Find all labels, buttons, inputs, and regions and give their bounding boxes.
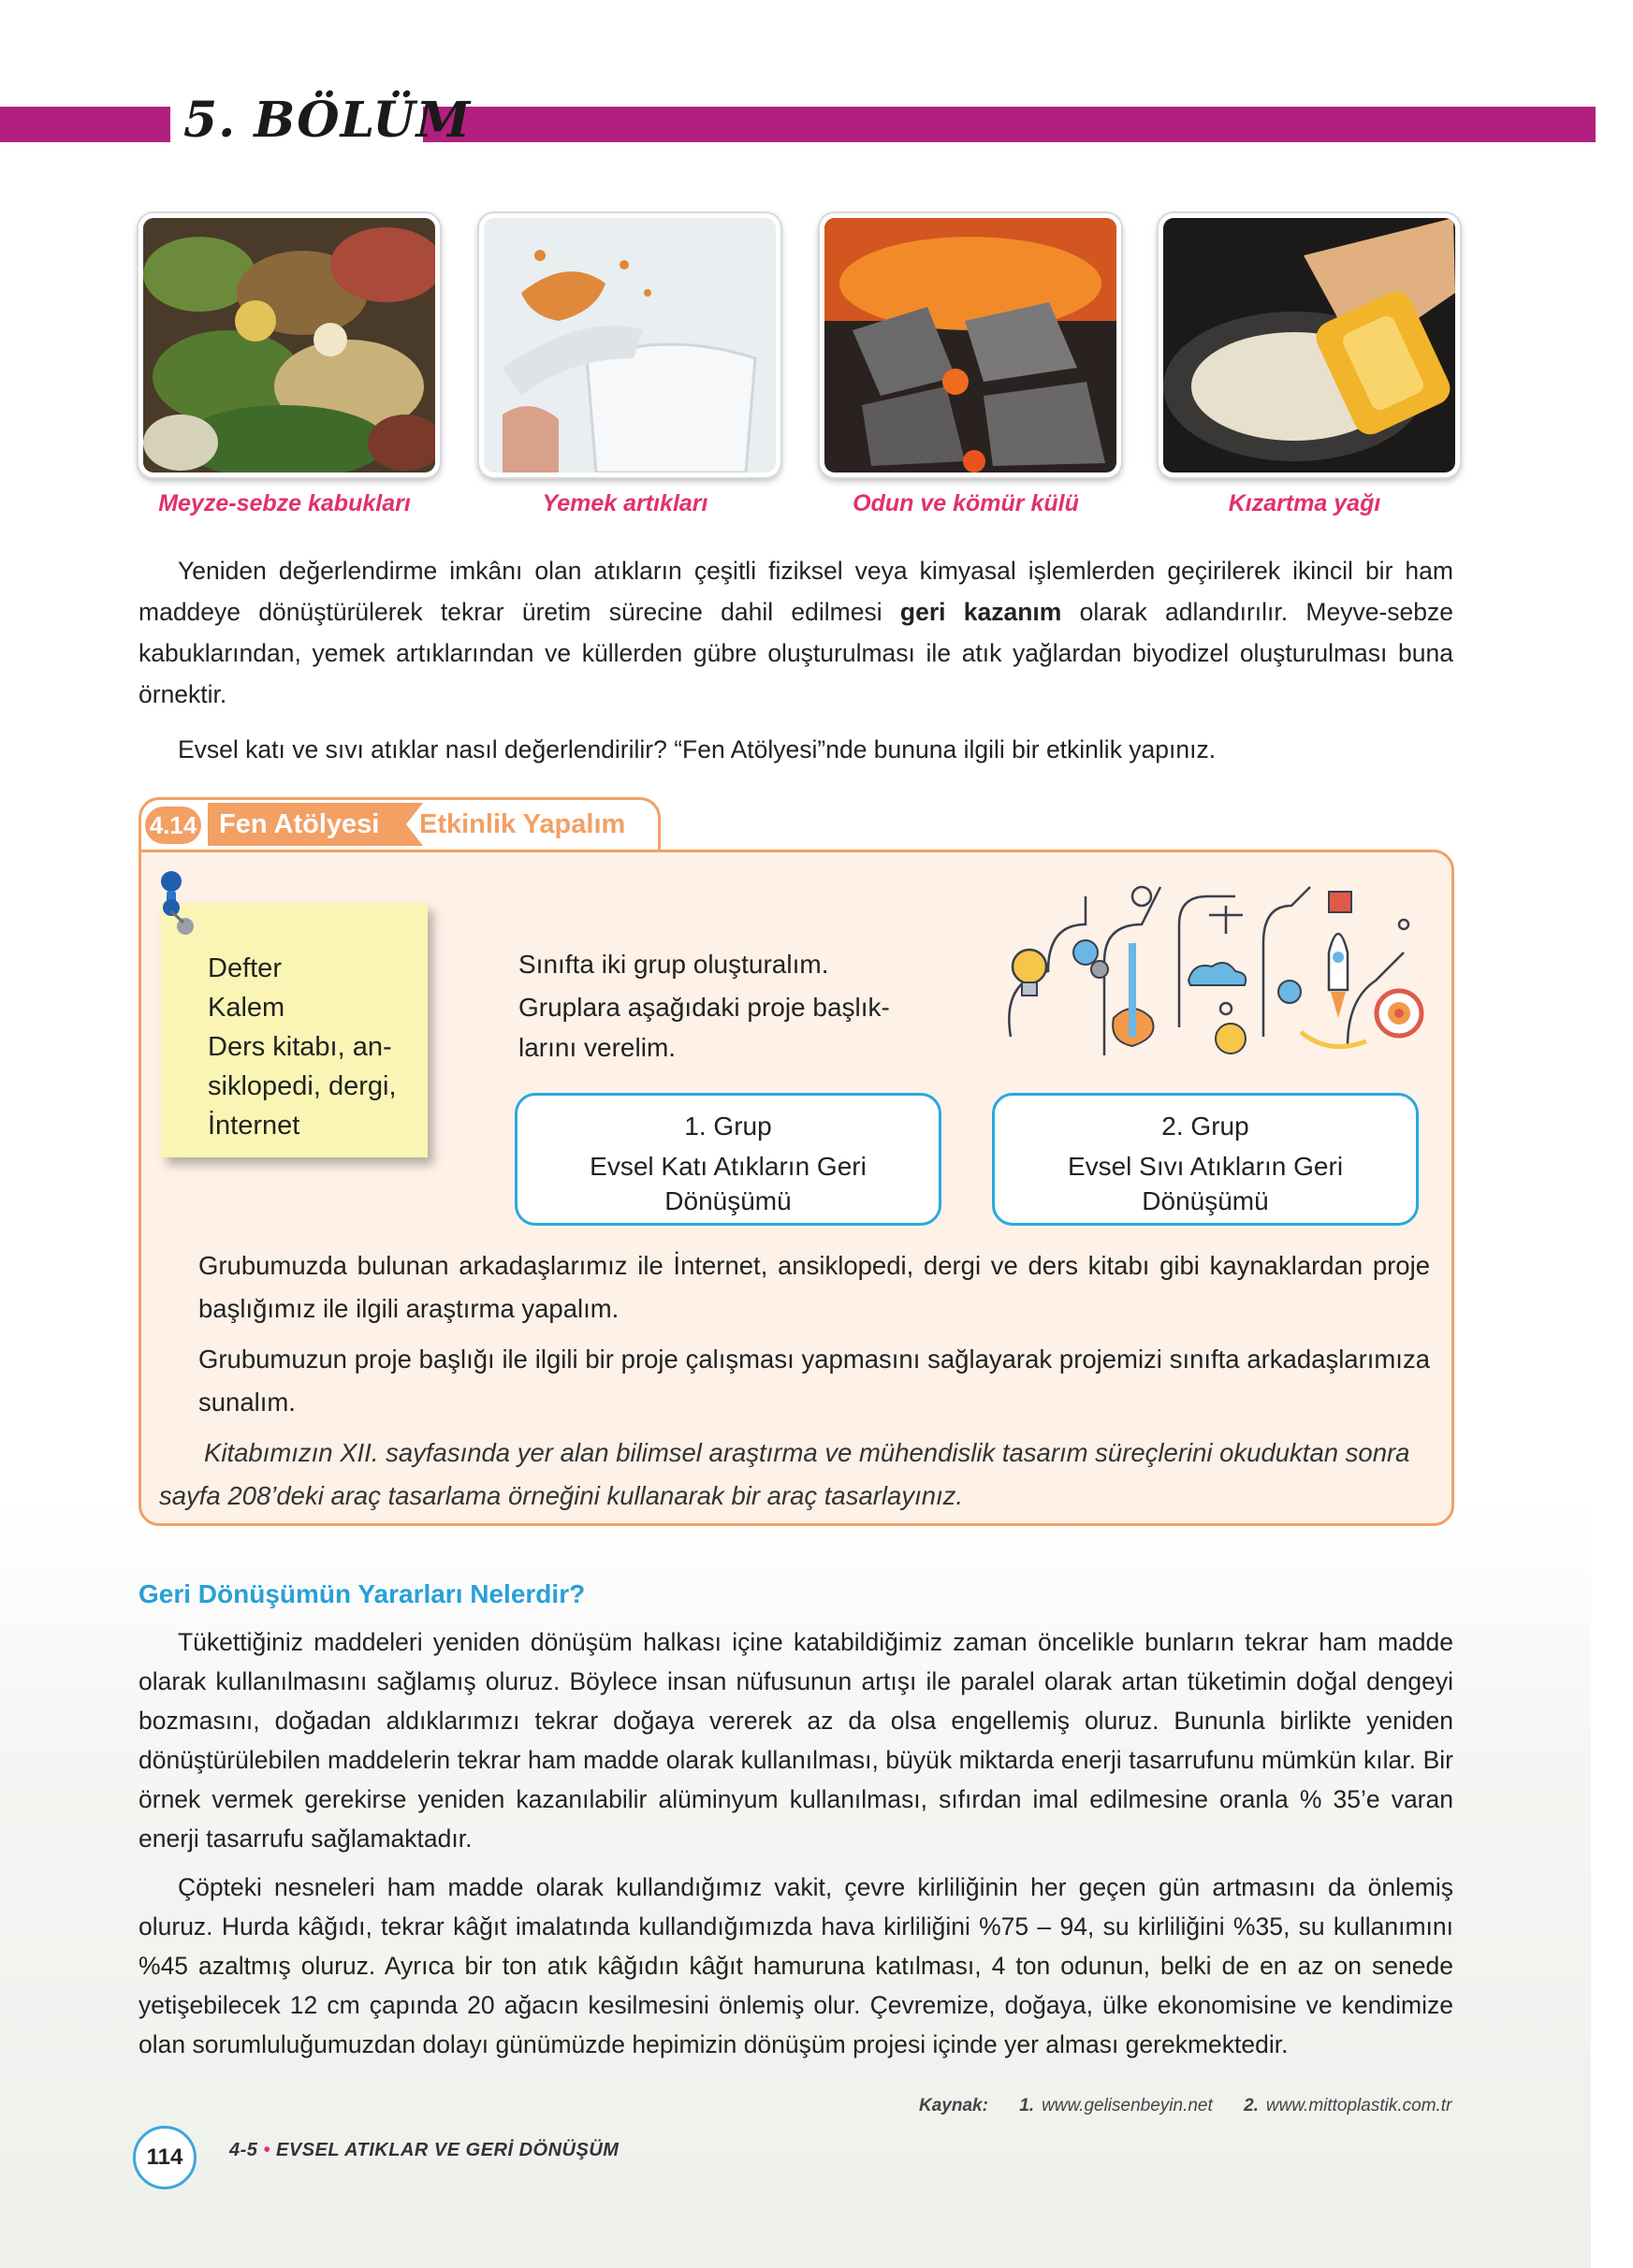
chapter-band-left — [0, 107, 170, 142]
group-1-card — [515, 1093, 941, 1226]
group-title: 1. Grup — [684, 1112, 772, 1141]
chapter-band-right — [423, 107, 1596, 142]
activity-title: Fen Atölyesi — [208, 803, 406, 846]
source-number: 1. — [1019, 2096, 1035, 2115]
vegetable-peels-image — [139, 213, 440, 477]
activity-paragraph: Grubumuzun proje başlığı ile ilgili bir proje çalışması yapmasını sağlayarak projemizi sınıfta arkadaşlarımıza sunalım. — [198, 1345, 1430, 1417]
question-paragraph — [139, 729, 1453, 770]
materials-list — [208, 949, 397, 1145]
source-link[interactable]: www.mittoplastik.com.tr — [1265, 2096, 1452, 2115]
activity-intro — [518, 939, 930, 1070]
footer-unit: 4-5 — [229, 2140, 258, 2160]
source-label: Kaynak: — [919, 2096, 988, 2115]
pushpin-icon — [157, 868, 195, 943]
materials-item: Kalem — [208, 993, 285, 1023]
benefits-paragraph — [139, 1868, 1453, 2064]
group-topic-line: Dönüşümü — [664, 1186, 792, 1215]
activity-italic-text: Kitabımızın XII. sayfasında yer alan bilimsel araştırma ve mühendislik tasarım süreçlerini okuduktan sonra sayfa 208’deki araç tasarlama örneğini kullanarak bir araç tasarlayınız. — [159, 1438, 1410, 1510]
section-heading: Geri Dönüşümün Yararları Nelerdir? — [139, 1579, 586, 1608]
intro-text: Yeniden değerlendirme imkânı olan atıkların çeşitli fiziksel veya kimyasal işlemlerden geçirilerek ikincil bir ham maddeye dönüştürülerek tekrar üretim sürecine dahil edilmesi — [139, 557, 1453, 626]
frying-oil-image — [1159, 213, 1460, 477]
activity-paragraph: Grubumuzda bulunan arkadaşlarımız ile İnternet, ansiklopedi, dergi ve ders kitabı gibi kaynaklardan proje başlığımız ile ilgili araştırma yapalım. — [198, 1251, 1430, 1323]
footer-dot: • — [263, 2140, 270, 2160]
activity-italic-note — [159, 1432, 1430, 1518]
activity-intro-line: larını verelim. — [518, 1033, 677, 1062]
intro-bold-term: geri kazanım — [899, 598, 1062, 626]
page-number: 114 — [133, 2126, 197, 2189]
burning-coal-image — [820, 213, 1121, 477]
benefits-text: Çöpteki nesneleri ham madde olarak kullandığımız vakit, çevre kirliliğinin her geçen gün artmasını da önlemiş oluruz. Hurda kâğıdı, tekrar kâğıt imalatında kullandığımızda hava kirliliğini %75 – 94, su kirliliğini %35, su kullanımını %45 azaltmış oluruz. Ayrıca bir ton atık kâğıdın kâğıt hamuruna katılması, 4 ton odunun, belki de en az on senede yetişebilecek 12 cm çapında 20 ağacın kesilmesini önlemiş olur. Çevremize, doğaya, ülke ekonomisine ve kendimize olan sorumluluğumuzdan dolayı günümüzde hepimizin dönüşüm projesi içinde yer alması gerekmektedir. — [139, 1873, 1453, 2058]
intro-text: olarak adlandırılır. Meyve-sebze kabuklarından, yemek artıklarından ve küllerden gübre oluşturulması ile atık yağlardan biyodizel oluşturulması buna örnektir. — [139, 598, 1454, 708]
benefits-paragraph — [139, 1622, 1453, 1858]
benefits-text: Tükettiğiniz maddeleri yeniden dönüşüm halkası içine katabildiğimiz zaman öncelikle bunların tekrar ham madde olarak kullanılmasını sağlamış oluruz. Böylece insan nüfusunun artışı ile paralel olarak artan tüketimin doğal dengeyi bozmasını, doğadan aldıklarımızı tekrar doğaya vererek az da olsa engellemiş oluruz. Bununla birlikte yeniden dönüştürülebilen maddelerin tekrar ham madde olarak kullanılması, büyük miktarda enerji tasarrufunu mümkün kılar. Bir örnek vermek gerekirse yeniden kazanılabilir alüminyum kullanılması, sıfırdan imal edilmesine oranla % 35’e varan enerji tasarrufu sağlamaktadır. — [139, 1628, 1453, 1853]
photo-caption: Yemek artıkları — [542, 490, 708, 516]
materials-item: Defter — [208, 953, 282, 983]
science-illustration-icon — [992, 868, 1439, 1074]
group-2-card — [992, 1093, 1419, 1226]
source-number: 2. — [1244, 2096, 1259, 2115]
source-link[interactable]: www.gelisenbeyin.net — [1042, 2096, 1213, 2115]
source-line — [919, 2096, 1451, 2116]
chapter-title: 5. BÖLÜM — [183, 92, 472, 149]
activity-subtitle: Etkinlik Yapalım — [419, 809, 626, 839]
photo-caption: Kızartma yağı — [1228, 490, 1381, 516]
group-topic-line: Dönüşümü — [1142, 1186, 1269, 1215]
materials-item: Ders kitabı, an- — [208, 1032, 392, 1062]
footer-section — [229, 2140, 619, 2161]
materials-item: siklopedi, dergi, — [208, 1071, 397, 1101]
photo-caption: Odun ve kömür külü — [853, 490, 1079, 516]
food-scraps-image — [479, 213, 780, 477]
question-text: Evsel katı ve sıvı atıklar nasıl değerlendirilir? “Fen Atölyesi”nde bununa ilgili bir etkinlik yapınız. — [178, 735, 1217, 763]
photo-caption: Meyze-sebze kabukları — [158, 490, 411, 516]
group-topic-line: Evsel Sıvı Atıkların Geri — [1067, 1152, 1344, 1181]
materials-item: İnternet — [208, 1111, 300, 1141]
footer-title: EVSEL ATIKLAR VE GERİ DÖNÜŞÜM — [276, 2140, 620, 2160]
activity-number: 4.14 — [145, 807, 201, 844]
group-topic-line: Evsel Katı Atıkların Geri — [590, 1152, 867, 1181]
activity-intro-line: Gruplara aşağıdaki proje başlık- — [518, 993, 890, 1022]
group-title: 2. Grup — [1161, 1112, 1249, 1141]
activity-intro-line: Sınıfta iki grup oluşturalım. — [518, 950, 829, 979]
intro-paragraph — [139, 550, 1453, 715]
